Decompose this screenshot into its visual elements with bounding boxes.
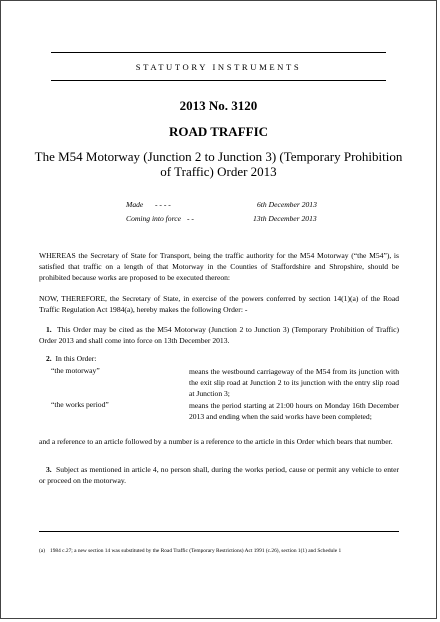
- article-2-number: 2.: [46, 354, 52, 363]
- article-1-number: 1.: [46, 325, 52, 334]
- header-top-rule: [51, 52, 386, 53]
- definition-2-text: means the period starting at 21:00 hours on Monday 16th December 2013 and ending when the said works have been completed;: [189, 401, 399, 421]
- footnote-rule: [39, 531, 399, 532]
- article-2-text: In this Order:: [55, 354, 97, 363]
- footnote-mark: (a): [39, 548, 45, 554]
- article-3: [39, 464, 399, 486]
- force-dashes: - -: [187, 214, 194, 223]
- made-dashes: - - - -: [155, 200, 171, 209]
- made-date: 6th December 2013: [257, 200, 317, 209]
- article-2: [46, 353, 399, 364]
- definition-1-text: means the westbound carriageway of the M54 from its junction with the exit slip road at Junction 2 to its junction with the entry slip road at Junction 3;: [189, 367, 399, 398]
- made-label: Made: [126, 200, 144, 209]
- footnote-text: 1984 c.27; a new section 14 was substituted by the Road Traffic (Temporary Restrictions) Act 1991 (c.26), section 1(1) and Schedule 1: [50, 548, 342, 554]
- definition-2-term: “the works period”: [51, 400, 109, 409]
- header-bottom-rule: [51, 80, 386, 81]
- force-date: 13th December 2013: [253, 214, 317, 223]
- force-label: Coming into force: [126, 214, 181, 223]
- now-paragraph: NOW, THEREFORE, the Secretary of State, in exercise of the powers conferred by section 14(1)(a) of the Road Traffic Regulation Act 1984(a), hereby makes the following Order: -: [39, 294, 399, 314]
- article-1: [39, 324, 399, 346]
- whereas-paragraph: WHEREAS the Secretary of State for Transport, being the traffic authority for the M54 Motorway (“the M54”), is satisfied that traffic on a length of that Motorway in the Counties of Staffordshire and Shropshire, should be prohibited because works are proposed to be executed thereon:: [39, 251, 399, 282]
- series-label: STATUTORY INSTRUMENTS: [135, 62, 302, 72]
- article-3-text: Subject as mentioned in article 4, no person shall, during the works period, cause or permit any vehicle to enter or proceed on the motorway.: [39, 465, 400, 485]
- definition-1-term: “the motorway”: [51, 366, 100, 375]
- article-3-number: 3.: [46, 465, 52, 474]
- order-title: The M54 Motorway (Junction 2 to Junction 3) (Temporary Prohibition of Traffic) Order 2013: [34, 149, 403, 179]
- reference-paragraph: and a reference to an article followed by a number is a reference to the article in this Order which bears that number.: [39, 437, 393, 446]
- article-1-text: This Order may be cited as the M54 Motorway (Junction 2 to Junction 3) (Temporary Prohibition of Traffic) Order 2013 and shall come into force on 13th December 2013.: [39, 325, 400, 345]
- subject-heading: ROAD TRAFFIC: [168, 124, 269, 139]
- instrument-number: 2013 No. 3120: [179, 98, 258, 113]
